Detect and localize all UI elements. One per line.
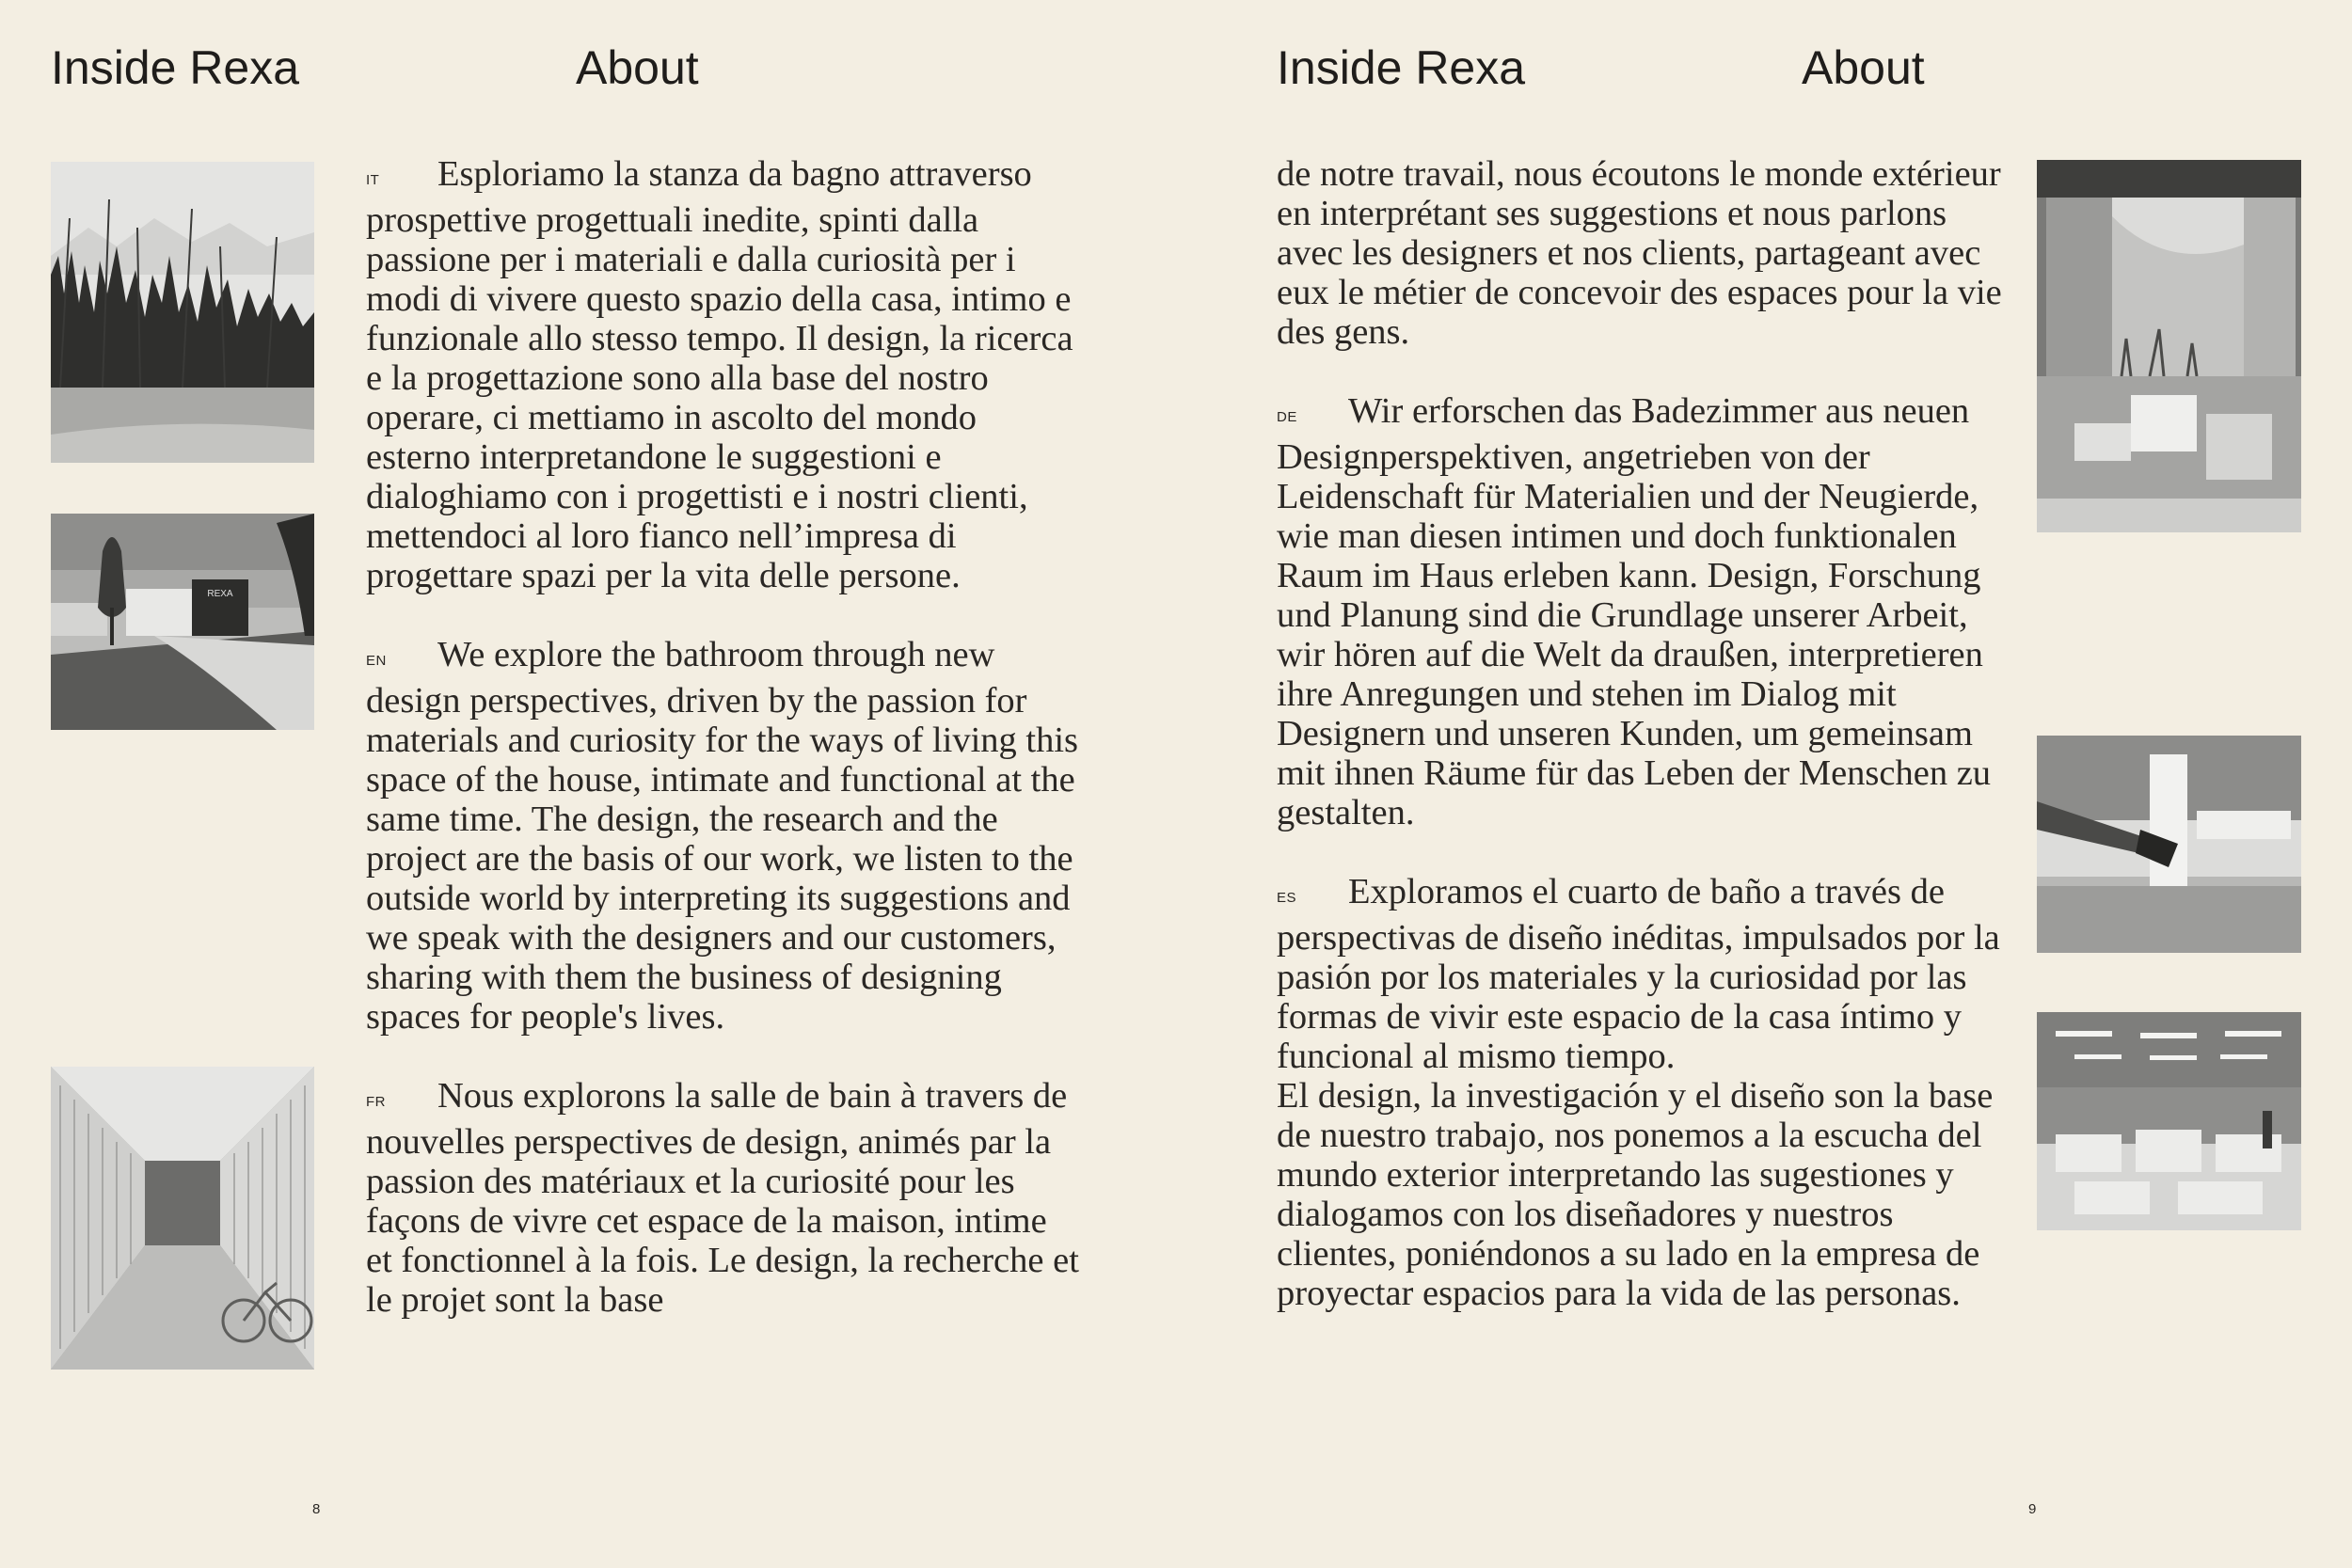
right-text-column (1277, 154, 2010, 1313)
lang-tag-it: IT (366, 172, 380, 188)
rexa-building-photo-icon (51, 514, 314, 730)
window-reflection-photo-icon (2037, 160, 2301, 532)
lang-tag-es: ES (1277, 890, 1297, 906)
paragraph-es-continued: El design, la investigación y el diseño son la base de nuestro trabajo, nos ponemos a la escucha del mundo exterior interpretando las sugestiones y dialogamos con los diseñadores y nuestros clientes, poniéndonos a su lado en la empresa de proyectar espacios para la vida de las personas. (1277, 1076, 1994, 1313)
left-section-title: Inside Rexa (51, 41, 300, 94)
right-page-title: About (1802, 41, 1925, 94)
paragraph-es-text: Exploramos el cuarto de baño a través de perspectivas de diseño inéditas, impulsados por la pasión por los materiales y la curiosidad por las formas de vivir este espacio de la casa íntimo y funcional al mismo tiempo. (1277, 872, 2000, 1076)
paragraph-fr-continued: de notre travail, nous écoutons le monde extérieur en interprétant ses suggestions et nous parlons avec les designers et nos clients, partageant avec eux le métier de concevoir des espaces pour la vie des gens. (1277, 154, 2002, 352)
rexa-sign: REXA (207, 589, 233, 599)
lang-tag-de: DE (1277, 409, 1297, 425)
workshop-hand-photo-icon (2037, 736, 2301, 953)
lang-tag-en: EN (366, 653, 387, 669)
left-text-column (366, 154, 1081, 1320)
paragraph-de-text: Wir erforschen das Badezimmer aus neuen Designperspektiven, angetrieben von der Leidenschaft für Materialien und der Neugierde, wie man diesen intimen und doch funktionalen Raum im Haus erleben kann. Design, Forschung und Planung sind die Grundlage unserer Arbeit, wir hören auf die Welt da draußen, interpretieren ihre Anregungen und stehen im Dialog mit Designern und unseren Kunden, um gemeinsam mit ihnen Räume für das Leben der Menschen zu gestalten. (1277, 391, 1992, 832)
corridor-bicycle-photo-icon (51, 1067, 314, 1370)
paragraph-en (366, 635, 1081, 1037)
paragraph-fr-text: Nous explorons la salle de bain à travers de nouvelles perspectives de design, animés par la passion des matériaux et la curiosité pour les façons de vivre cet espace de la maison, intime et fonctionnel à la fois. Le design, la recherche et le projet sont la base (366, 1076, 1079, 1320)
paragraph-de (1277, 391, 2010, 832)
winter-trees-photo-icon (51, 162, 314, 463)
paragraph-fr (366, 1076, 1081, 1320)
paragraph-es (1277, 872, 2010, 1076)
lang-tag-fr: FR (366, 1094, 386, 1110)
page-number-left: 8 (312, 1501, 321, 1517)
paragraph-it (366, 154, 1081, 595)
paragraph-it-text: Esploriamo la stanza da bagno attraverso prospettive progettuali inedite, spinti dalla passione per i materiali e dalla curiosità per i modi di vivere questo spazio della casa, intimo e funzionale allo stesso tempo. Il design, la ricerca e la progettazione sono alla base del nostro operare, ci mettiamo in ascolto del mondo esterno interpretandone le suggestioni e dialoghiamo con i progettisti e i nostri clienti, mettendoci al loro fianco nell’impresa di progettare spazi per la vita delle persone. (366, 154, 1073, 595)
factory-hall-photo-icon (2037, 1012, 2301, 1230)
right-section-title: Inside Rexa (1277, 41, 1526, 94)
page-number-right: 9 (2028, 1501, 2037, 1517)
left-page-title: About (576, 41, 699, 94)
paragraph-en-text: We explore the bathroom through new design perspectives, driven by the passion for materials and curiosity for the ways of living this space of the house, intimate and functional at the same time. The design, the research and the project are the basis of our work, we listen to the outside world by interpreting its suggestions and we speak with the designers and our customers, sharing with them the business of designing spaces for people's lives. (366, 635, 1079, 1037)
